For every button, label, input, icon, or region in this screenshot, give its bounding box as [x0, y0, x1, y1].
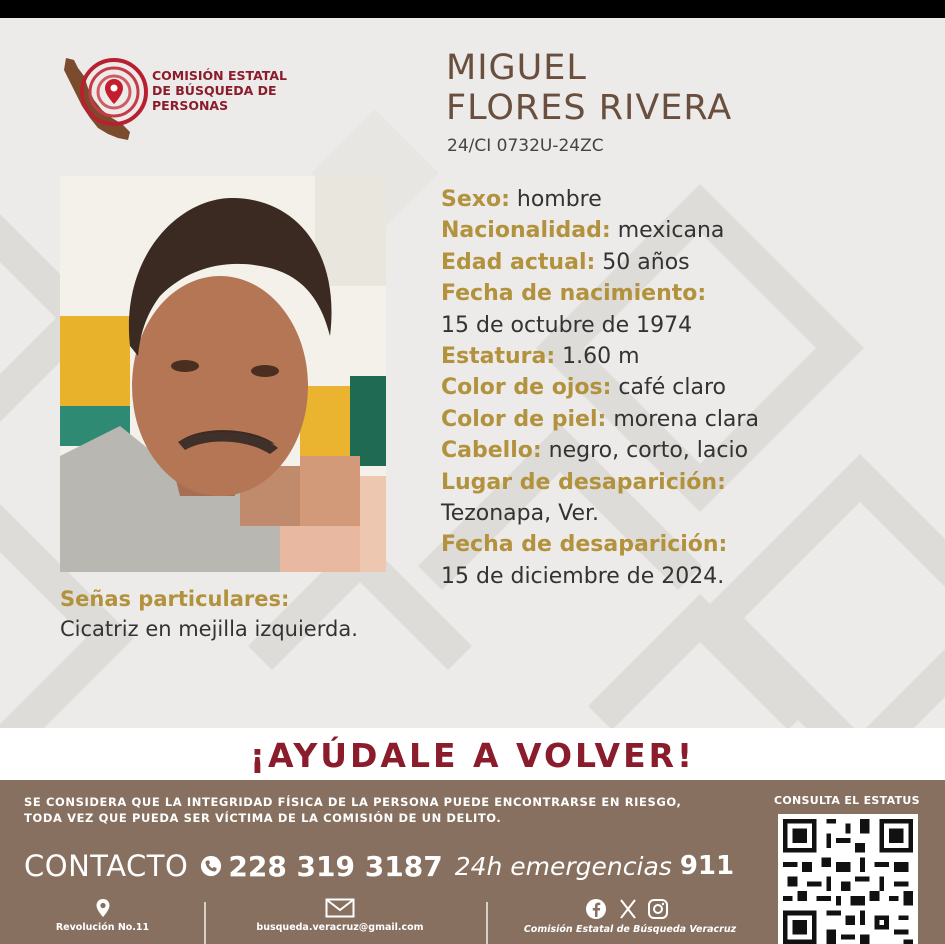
risk-line-2: TODA VEZ QUE PUEDA SER VÍCTIMA DE LA COMISIÓN DE UN DELITO.	[24, 811, 502, 825]
detail-fecha-des-label	[441, 529, 921, 560]
help-banner-text: ¡AYÚDALE A VOLVER!	[249, 736, 696, 775]
social-text: Comisión Estatal de Búsqueda Veracruz	[523, 924, 737, 935]
social-item	[510, 898, 750, 935]
address-text: Revolución No.11	[55, 922, 150, 933]
detail-cabello	[441, 435, 921, 466]
mail-icon	[325, 898, 355, 918]
detail-label: Cabello:	[441, 438, 542, 464]
first-name: MIGUEL	[446, 48, 587, 88]
detail-nacimiento-label	[441, 278, 921, 309]
last-names: FLORES RIVERA	[446, 88, 733, 128]
case-id: 24/CI 0732U-24ZC	[447, 136, 604, 156]
detail-sexo	[441, 184, 921, 215]
detail-nacimiento-value: 15 de octubre de 1974	[441, 312, 693, 338]
phone-number[interactable]: 228 319 3187	[228, 849, 443, 883]
map-pin-icon	[95, 898, 111, 918]
x-icon	[621, 900, 635, 918]
detail-label: Nacionalidad:	[441, 218, 611, 244]
distinguishing-marks	[60, 584, 358, 644]
person-name	[446, 48, 732, 128]
detail-label: Fecha de nacimiento:	[441, 281, 707, 307]
detail-label: Estatura:	[441, 344, 556, 370]
contact-label: CONTACTO	[24, 849, 189, 883]
detail-edad	[441, 247, 921, 278]
detail-label: Fecha de desaparición:	[441, 532, 728, 558]
detail-ojos	[441, 372, 921, 403]
risk-line-1: SE CONSIDERA QUE LA INTEGRIDAD FÍSICA DE LA PERSONA PUEDE ENCONTRARSE EN RIESGO,	[24, 795, 682, 809]
facebook-icon	[586, 899, 606, 919]
address-item	[40, 898, 165, 933]
detail-label: Color de ojos:	[441, 375, 612, 401]
email-item[interactable]	[240, 898, 440, 933]
divider	[486, 902, 488, 944]
detail-value: 1.60 m	[562, 344, 640, 370]
org-line-1: COMISIÓN ESTATAL	[152, 68, 287, 83]
senas-value: Cicatriz en mejilla izquierda.	[60, 617, 358, 641]
detail-label: Color de piel:	[441, 406, 607, 432]
org-line-2: DE BÚSQUEDA DE	[152, 83, 277, 98]
commission-name	[152, 68, 322, 113]
contact-row	[24, 846, 734, 886]
qr-code[interactable]	[778, 814, 918, 944]
missing-person-poster	[0, 18, 945, 944]
social-icons	[585, 898, 675, 920]
detail-value: café claro	[618, 375, 726, 401]
phone-icon	[200, 855, 222, 877]
detail-label: Sexo:	[441, 187, 510, 212]
email-text[interactable]: busqueda.veracruz@gmail.com	[256, 922, 424, 933]
detail-value: 50 años	[602, 249, 690, 275]
instagram-icon	[649, 900, 667, 918]
detail-piel	[441, 404, 921, 435]
detail-estatura	[441, 341, 921, 372]
detail-fecha-des-value: 15 de diciembre de 2024.	[441, 563, 725, 589]
divider	[204, 902, 206, 944]
detail-nacionalidad	[441, 215, 921, 246]
emergency-label: 24h emergencias	[454, 851, 672, 881]
detail-value: negro, corto, lacio	[548, 438, 749, 464]
detail-lugar-value: Tezonapa, Ver.	[441, 501, 599, 527]
detail-value: hombre	[516, 187, 602, 212]
risk-notice	[24, 794, 764, 826]
detail-value: mexicana	[617, 218, 725, 244]
person-details	[441, 184, 921, 592]
detail-label: Lugar de desaparición:	[441, 469, 726, 495]
consulta-label: CONSULTA EL ESTATUS	[774, 794, 920, 807]
detail-value: morena clara	[613, 406, 759, 432]
senas-label: Señas particulares:	[60, 587, 290, 611]
org-line-3: PERSONAS	[152, 98, 229, 113]
detail-lugar-label	[441, 467, 921, 498]
help-banner	[0, 728, 945, 780]
person-photo	[60, 176, 386, 572]
detail-label: Edad actual:	[441, 249, 596, 275]
emergency-number[interactable]: 911	[679, 851, 735, 881]
footer	[0, 780, 945, 944]
